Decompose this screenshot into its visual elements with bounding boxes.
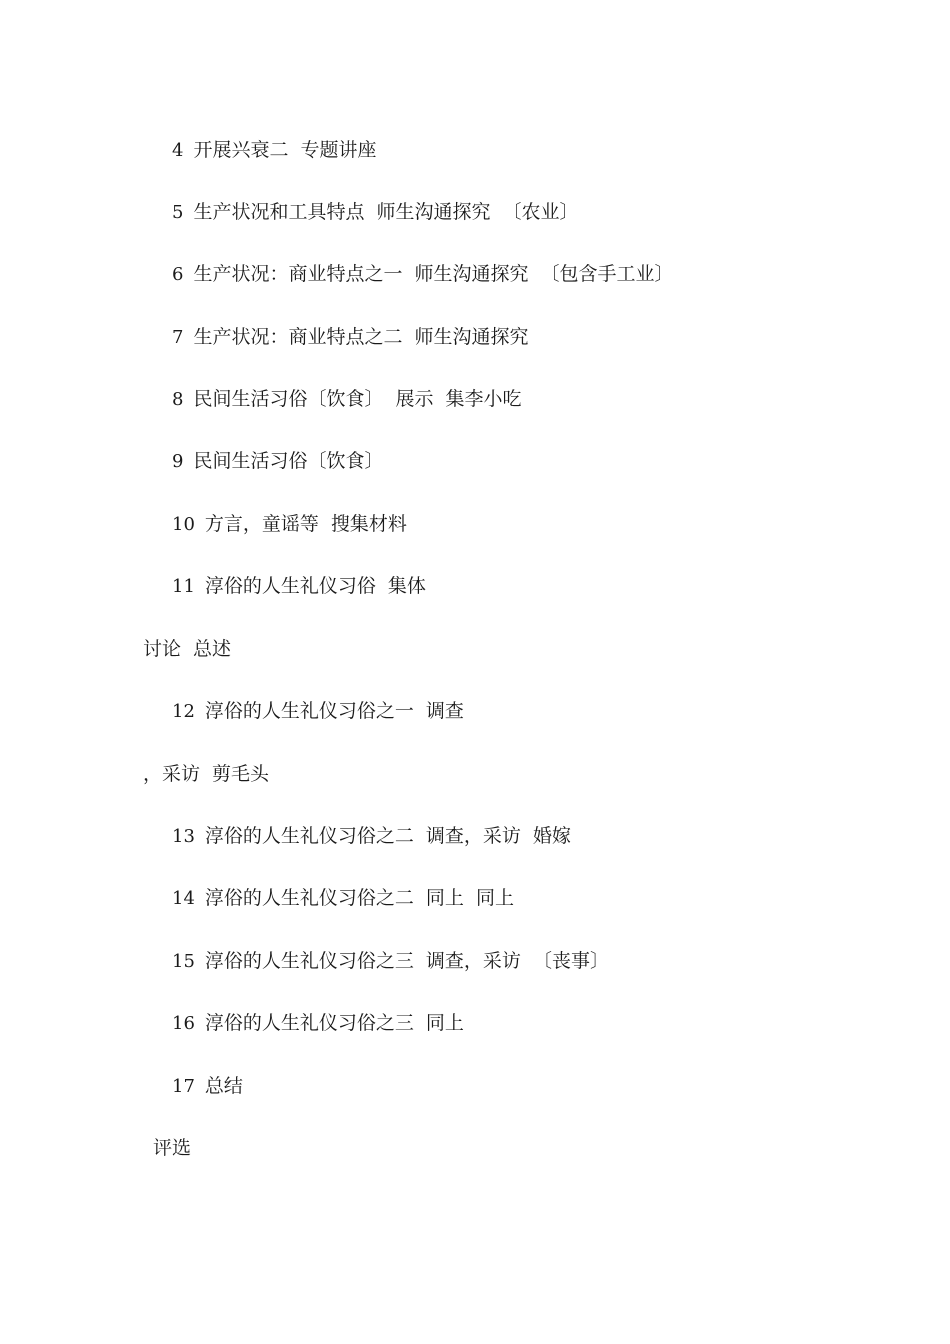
lesson-method: 调查 — [425, 700, 464, 722]
lesson-number: 17 — [172, 1076, 195, 1097]
lesson-method: 同上 — [425, 1012, 464, 1034]
continued-text: 剪毛头 — [212, 763, 270, 785]
lesson-topic: 淳俗的人生礼仪习俗之二 — [204, 887, 414, 909]
lesson-number: 16 — [172, 1013, 195, 1034]
lesson-number: 8 — [172, 389, 184, 410]
lesson-method: 专题讲座 — [300, 139, 377, 161]
schedule-line-4 — [172, 135, 376, 165]
lesson-note: 集李小吃 — [445, 388, 522, 410]
lesson-method: 师生沟通探究 — [414, 326, 529, 348]
lesson-note: 同上 — [475, 887, 514, 909]
lesson-method: 师生沟通探究 — [376, 201, 491, 223]
schedule-line-11 — [172, 571, 426, 601]
lesson-note: 〔农业〕 — [502, 201, 579, 223]
lesson-number: 5 — [172, 202, 184, 223]
schedule-line-9 — [172, 446, 383, 476]
lesson-method: 集体 — [387, 575, 426, 597]
lesson-number: 13 — [172, 826, 195, 847]
lesson-number: 11 — [172, 576, 195, 597]
lesson-topic: 开展兴衰二 — [193, 139, 289, 161]
lesson-topic: 淳俗的人生礼仪习俗之一 — [204, 700, 414, 722]
lesson-note: 婚嫁 — [532, 825, 571, 847]
schedule-line-17 — [172, 1071, 243, 1101]
schedule-line-7 — [172, 322, 528, 352]
lesson-topic: 淳俗的人生礼仪习俗之二 — [204, 825, 414, 847]
lesson-topic: 淳俗的人生礼仪习俗之三 — [204, 950, 414, 972]
schedule-line-14 — [172, 883, 514, 913]
lesson-number: 12 — [172, 701, 195, 722]
schedule-line-17-continued — [153, 1133, 191, 1163]
continued-text: 讨论 — [143, 638, 182, 660]
lesson-number: 6 — [172, 264, 184, 285]
schedule-line-5 — [172, 197, 579, 227]
lesson-topic: 总结 — [204, 1075, 243, 1097]
schedule-line-6 — [172, 259, 674, 289]
schedule-line-8 — [172, 384, 522, 414]
schedule-line-13 — [172, 821, 571, 851]
lesson-number: 14 — [172, 888, 195, 909]
lesson-method: 展示 — [395, 388, 434, 410]
lesson-method: 同上 — [425, 887, 464, 909]
lesson-number: 15 — [172, 951, 195, 972]
continued-text: 评选 — [153, 1137, 192, 1159]
lesson-method: 师生沟通探究 — [414, 263, 529, 285]
lesson-number: 10 — [172, 514, 195, 535]
schedule-line-12-continued — [143, 759, 269, 789]
lesson-number: 7 — [172, 327, 184, 348]
lesson-topic: 生产状况：商业特点之一 — [193, 263, 403, 285]
lesson-topic: 方言，童谣等 — [204, 513, 319, 535]
lesson-method: 调查，采访 — [425, 950, 521, 972]
lesson-method: 调查，采访 — [425, 825, 521, 847]
lesson-topic: 生产状况：商业特点之二 — [193, 326, 403, 348]
lesson-note: 〔丧事〕 — [532, 950, 609, 972]
lesson-number: 9 — [172, 451, 184, 472]
lesson-method: 搜集材料 — [330, 513, 407, 535]
schedule-line-11-continued — [143, 634, 231, 664]
lesson-topic: 淳俗的人生礼仪习俗 — [204, 575, 376, 597]
schedule-line-16 — [172, 1008, 464, 1038]
schedule-line-10 — [172, 509, 407, 539]
schedule-line-12 — [172, 696, 464, 726]
lesson-topic: 淳俗的人生礼仪习俗之三 — [204, 1012, 414, 1034]
lesson-number: 4 — [172, 140, 184, 161]
continued-text: ，采访 — [143, 763, 201, 785]
lesson-topic: 民间生活习俗〔饮食〕 — [193, 450, 384, 472]
continued-text: 总述 — [193, 638, 232, 660]
lesson-note: 〔包含手工业〕 — [540, 263, 674, 285]
lesson-topic: 生产状况和工具特点 — [193, 201, 365, 223]
lesson-topic: 民间生活习俗〔饮食〕 — [193, 388, 384, 410]
schedule-line-15 — [172, 946, 609, 976]
